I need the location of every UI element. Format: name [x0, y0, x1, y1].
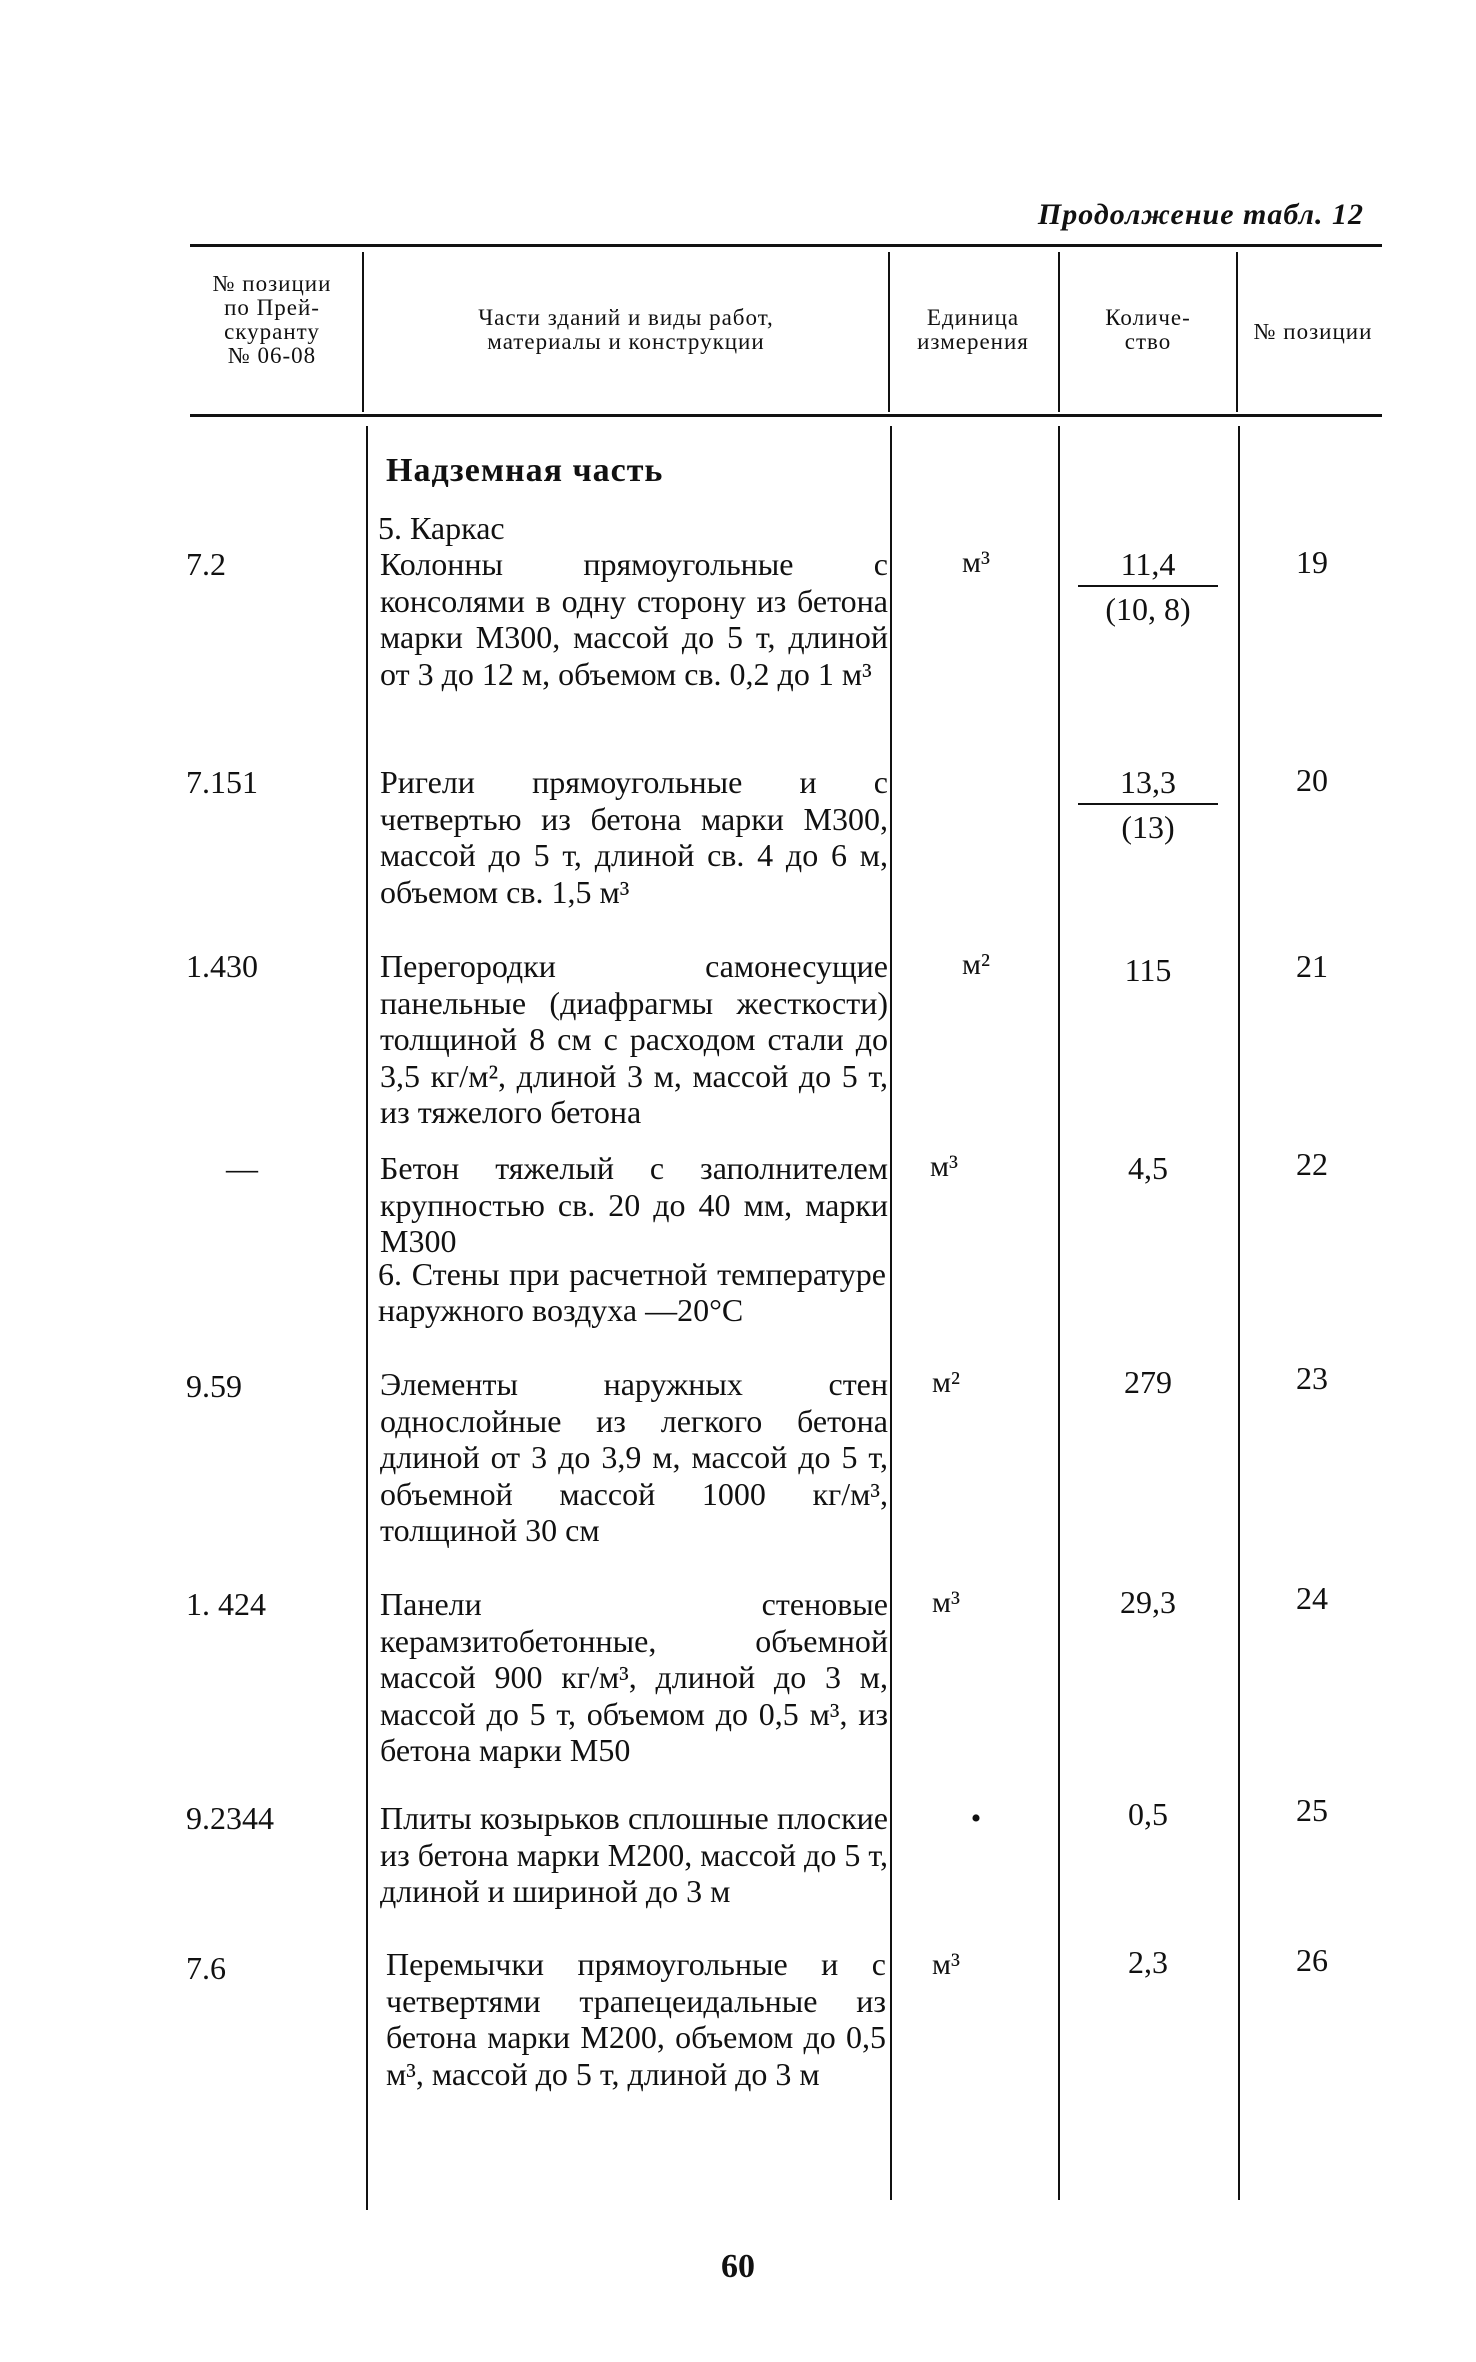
header-code: № позиции по Прей- скуранту № 06-08: [212, 271, 332, 368]
row-description: Ригели прямоугольные и с четвертью из бетона марки М300, массой до 5 т, длиной св. 4 до 6 м, объемом св. 1,5 м³: [380, 764, 888, 910]
row-code: 7.151: [186, 764, 258, 800]
header-position: № позиции: [1253, 319, 1373, 344]
row-code: 7.2: [186, 546, 226, 582]
row-code: 7.6: [186, 1950, 226, 1986]
page-number: 60: [721, 2248, 755, 2285]
header-quantity: Количе- ство: [1105, 305, 1191, 354]
body-divider-4: [1238, 426, 1240, 2200]
row-unit: м²: [932, 1366, 960, 1399]
row-description: Колонны прямоугольные с консолями в одну сторону из бетона марки М300, массой до 5 т, длиной от 3 до 12 м, объемом св. 0,2 до 1 м³: [380, 546, 888, 692]
continuation-caption: Продолжение табл. 12: [1037, 198, 1364, 231]
row-unit: •: [970, 1802, 982, 1835]
row-position: 25: [1296, 1792, 1328, 1828]
quantity-main: 13,3: [1078, 764, 1218, 805]
row-description: Плиты козырьков сплошные плоские из бетона марки М200, массой до 5 т, длиной и шириной до 3 м: [380, 1800, 888, 1909]
body-divider-2: [890, 426, 892, 2200]
row-code: 9.59: [186, 1368, 242, 1404]
row-code: —: [226, 1150, 258, 1186]
body-divider-3: [1058, 426, 1060, 2200]
header-divider-1: [362, 252, 364, 412]
row-quantity: 0,5: [1128, 1796, 1168, 1832]
row-description: Панели стеновые керамзитобетонные, объемной массой 900 кг/м³, длиной до 3 м, массой до 5 т, объемом до 0,5 м³, из бетона марки М50: [380, 1586, 888, 1768]
row-quantity: [1064, 546, 1232, 628]
header-bottom-rule: [190, 414, 1382, 417]
row-description: Перемычки прямоугольные и с четвертями трапецеидальные из бетона марки М200, объемом до 0,5 м³, массой до 5 т, длиной до 3 м: [386, 1946, 886, 2092]
row-unit: м³: [930, 1150, 958, 1183]
row-position: 20: [1296, 762, 1328, 798]
row-quantity: [1064, 764, 1232, 846]
header-unit: Единица измерения: [917, 305, 1029, 354]
row-quantity: 115: [1124, 952, 1172, 988]
row-unit: м³: [962, 546, 990, 579]
row-quantity: 2,3: [1128, 1944, 1168, 1980]
subsection-title: 6. Стены при расчетной температуре наружного воздуха —20°С: [378, 1256, 886, 1328]
row-position: 19: [1296, 544, 1328, 580]
quantity-alt: (10, 8): [1105, 591, 1191, 627]
row-quantity: 29,3: [1120, 1584, 1176, 1620]
row-code: 1.430: [186, 948, 258, 984]
row-position: 22: [1296, 1146, 1328, 1182]
quantity-alt: (13): [1121, 809, 1175, 845]
row-quantity: 279: [1124, 1364, 1172, 1400]
row-position: 21: [1296, 948, 1328, 984]
row-description: Бетон тяжелый с заполнителем крупностью св. 20 до 40 мм, марки М300: [380, 1150, 888, 1259]
header-description: Части зданий и виды работ, материалы и конструкции: [478, 305, 774, 354]
row-unit: м³: [932, 1948, 960, 1981]
row-code: 9.2344: [186, 1800, 274, 1836]
quantity-main: 11,4: [1078, 546, 1218, 587]
table-top-rule: [190, 244, 1382, 247]
section-title: Надземная часть: [386, 452, 664, 489]
row-position: 26: [1296, 1942, 1328, 1978]
row-description: Перегородки самонесущие панельные (диафрагмы жесткости) толщиной 8 см с расходом стали до 3,5 кг/м², длиной 3 м, массой до 5 т, из тяжелого бетона: [380, 948, 888, 1130]
row-code: 1. 424: [186, 1586, 266, 1622]
subsection-title: 5. Каркас: [378, 510, 505, 546]
row-unit: м²: [962, 948, 990, 981]
row-description: Элементы наружных стен однослойные из легкого бетона длиной от 3 до 3,9 м, массой до 5 т, объемной массой 1000 кг/м³, толщиной 30 см: [380, 1366, 888, 1548]
row-quantity: 4,5: [1128, 1150, 1168, 1186]
row-position: 24: [1296, 1580, 1328, 1616]
body-divider-1: [366, 426, 368, 2210]
row-position: 23: [1296, 1360, 1328, 1396]
row-unit: м³: [932, 1586, 960, 1619]
